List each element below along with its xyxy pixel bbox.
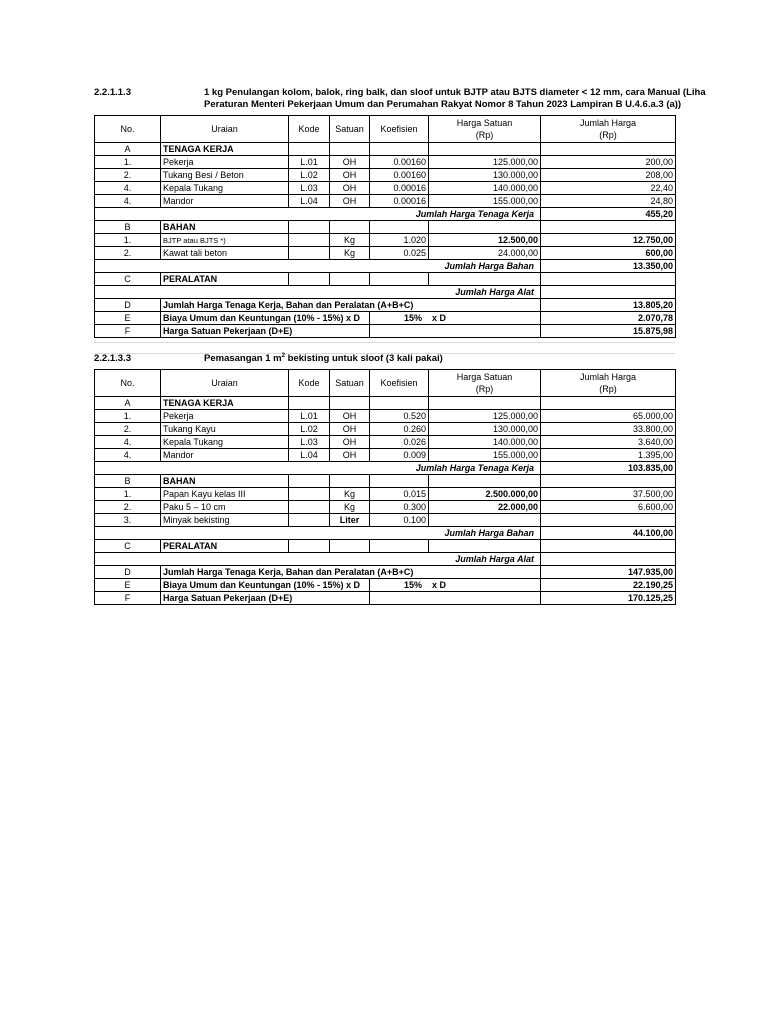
group-row-c: C PERALATAN xyxy=(95,273,676,286)
material-total-row: Jumlah Harga Bahan 13.350,00 xyxy=(95,260,676,273)
table-row: 4. Kepala Tukang L.03 OH 0.026 140.000,00 3.640,00 xyxy=(95,436,676,449)
material-total-row: Jumlah Harga Bahan 44.100,00 xyxy=(95,527,676,540)
item-title-line2: Peraturan Menteri Pekerjaan Umum dan Perumahan Rakyat Nomor 8 Tahun 2023 Lampiran B U.4.6.a.3 (a)) xyxy=(204,99,682,110)
table-row: 4. Kepala Tukang L.03 OH 0.00016 140.000,00 22,40 xyxy=(95,182,676,195)
col-uraian: Uraian xyxy=(161,116,289,143)
group-row-b: B BAHAN xyxy=(95,475,676,488)
summary-row-d: D Jumlah Harga Tenaga Kerja, Bahan dan Peralatan (A+B+C) 13.805,20 xyxy=(95,299,676,312)
times-d: x D xyxy=(432,312,447,323)
table-row: 1. Papan Kayu kelas III Kg 0.015 2.500.000,00 37.500,00 xyxy=(95,488,676,501)
times-d: x D xyxy=(432,579,447,590)
col-satuan: Satuan xyxy=(330,116,370,143)
group-row-b: B BAHAN xyxy=(95,221,676,234)
labor-total-row: Jumlah Harga Tenaga Kerja 103.835,00 xyxy=(95,462,676,475)
col-harga-satuan: Harga Satuan (Rp) xyxy=(429,370,541,397)
col-jumlah-harga: Jumlah Harga (Rp) xyxy=(541,370,676,397)
summary-row-d: D Jumlah Harga Tenaga Kerja, Bahan dan Peralatan (A+B+C) 147.935,00 xyxy=(95,566,676,579)
group-row-c: C PERALATAN xyxy=(95,540,676,553)
table-row: 1. Pekerja L.01 OH 0.00160 125.000,00 200,00 xyxy=(95,156,676,169)
col-kode: Kode xyxy=(289,116,330,143)
group-row-a: A TENAGA KERJA xyxy=(95,397,676,410)
table-row: 2. Paku 5 – 10 cm Kg 0.300 22.000,00 6.600,00 xyxy=(95,501,676,514)
item-code: 2.2.1.3.3 xyxy=(94,353,131,364)
table-row: 2. Kawat tali beton Kg 0.025 24.000,00 600,00 xyxy=(95,247,676,260)
summary-row-f: F Harga Satuan Pekerjaan (D+E) 170.125,25 xyxy=(95,592,676,605)
table-row: 1. Pekerja L.01 OH 0.520 125.000,00 65.000,00 xyxy=(95,410,676,423)
col-uraian: Uraian xyxy=(161,370,289,397)
col-koefisien: Koefisien xyxy=(370,116,429,143)
percent: 15% xyxy=(404,312,423,323)
col-no: No. xyxy=(95,116,161,143)
col-jumlah-harga: Jumlah Harga (Rp) xyxy=(541,116,676,143)
price-analysis-table xyxy=(94,369,676,605)
percent: 15% xyxy=(404,579,423,590)
col-satuan: Satuan xyxy=(330,370,370,397)
summary-row-e: E Biaya Umum dan Keuntungan (10% - 15%) x D 15% x D 2.070,78 xyxy=(95,312,676,325)
section-penulangan xyxy=(94,87,706,338)
labor-total-row: Jumlah Harga Tenaga Kerja 455,20 xyxy=(95,208,676,221)
table-row: 1. BJTP atau BJTS *) Kg 1.020 12.500,00 12.750,00 xyxy=(95,234,676,247)
table-header xyxy=(95,116,676,143)
price-analysis-table xyxy=(94,115,676,338)
group-row-a: A TENAGA KERJA xyxy=(95,143,676,156)
item-title-line1: 1 kg Penulangan kolom, balok, ring balk, dan sloof untuk BJTP atau BJTS diameter < 12 mm, cara Manual (Liha xyxy=(204,87,706,98)
tool-total-row: Jumlah Harga Alat xyxy=(95,553,676,566)
table-row: 2. Tukang Besi / Beton L.02 OH 0.00160 130.000,00 208,00 xyxy=(95,169,676,182)
item-title: Pemasangan 1 $m^2$ bekisting untuk sloof (3 kali pakai) xyxy=(204,353,443,365)
section-bekisting xyxy=(94,353,675,605)
col-kode: Kode xyxy=(289,370,330,397)
table-row: 3. Minyak bekisting Liter 0.100 xyxy=(95,514,676,527)
section-header xyxy=(94,353,675,369)
col-koefisien: Koefisien xyxy=(370,370,429,397)
table-row: 2. Tukang Kayu L.02 OH 0.260 130.000,00 33.800,00 xyxy=(95,423,676,436)
table-row: 4. Mandor L.04 OH 0.00016 155.000,00 24,80 xyxy=(95,195,676,208)
item-code: 2.2.1.1.3 xyxy=(94,87,131,98)
col-harga-satuan: Harga Satuan (Rp) xyxy=(429,116,541,143)
section-header xyxy=(94,87,706,115)
table-header xyxy=(95,370,676,397)
summary-row-e: E Biaya Umum dan Keuntungan (10% - 15%) x D 15% x D 22.190,25 xyxy=(95,579,676,592)
summary-row-f: F Harga Satuan Pekerjaan (D+E) 15.875,98 xyxy=(95,325,676,338)
col-no: No. xyxy=(95,370,161,397)
table-row: 4. Mandor L.04 OH 0.009 155.000,00 1.395,00 xyxy=(95,449,676,462)
tool-total-row: Jumlah Harga Alat xyxy=(95,286,676,299)
